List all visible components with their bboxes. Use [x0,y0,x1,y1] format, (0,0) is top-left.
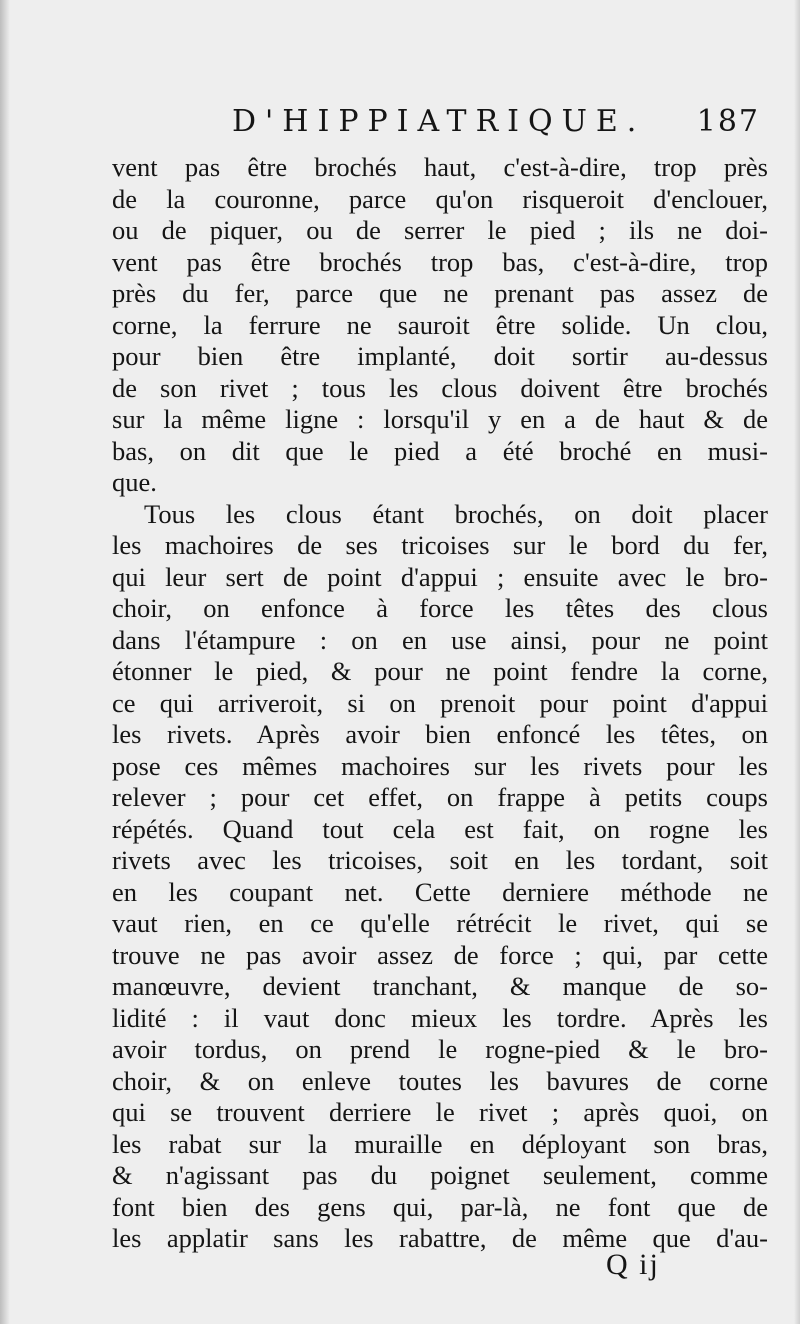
page-number: 187 [696,104,760,139]
text-line: choir, & on enleve toutes les bavures de corne [112,1065,768,1096]
text-line: manœuvre, devient tranchant, & manque de so- [112,971,768,1001]
text-line: les applatir sans les rabattre, de même que d'au- [112,1223,768,1253]
signature-mark: Q ij [606,1248,660,1281]
text-line: rivets avec les tricoises, soit en les tordant, soit [112,845,768,875]
text-line: trouve ne pas avoir assez de force ; qui, par cette [112,939,768,970]
text-line: répétés. Quand tout cela est fait, on rogne les [112,813,768,844]
text-line: sur la même ligne : lorsqu'il y en a de haut & de [112,404,768,434]
text-line: vent pas être brochés haut, c'est-à-dire, trop près [112,152,768,182]
text-line: en les coupant net. Cette derniere méthode ne [112,876,768,907]
body-text [112,152,768,1255]
text-line: pour bien être implanté, doit sortir au-dessus [112,341,768,371]
text-line: vent pas être brochés trop bas, c'est-à-dire, trop [112,246,768,277]
text-line: de la couronne, parce qu'on risqueroit d'enclouer, [112,183,768,214]
text-line: les rabat sur la muraille en déployant son bras, [112,1128,768,1159]
text-line: vaut rien, en ce qu'elle rétrécit le rivet, qui se [112,908,768,938]
text-line: que. [112,467,157,497]
text-line: les machoires de ses tricoises sur le bord du fer, [112,530,768,560]
text-line: avoir tordus, on prend le rogne-pied & le bro- [112,1034,768,1064]
text-line: choir, on enfonce à force les têtes des clous [112,593,768,623]
text-line: ce qui arriveroit, si on prenoit pour point d'appui [112,687,768,718]
running-title: D'HIPPIATRIQUE. [232,104,646,139]
text-line: ou de piquer, ou de serrer le pied ; ils ne doi- [112,215,768,245]
text-line: relever ; pour cet effet, on frappe à petits coups [112,782,768,812]
text-line: les rivets. Après avoir bien enfoncé les têtes, on [112,719,768,749]
text-line: & n'agissant pas du poignet seulement, comme [112,1160,768,1190]
text-line: lidité : il vaut donc mieux les tordre. Après les [112,1002,768,1033]
running-head [112,104,770,144]
text-line: de son rivet ; tous les clous doivent être brochés [112,372,768,403]
text-line: corne, la ferrure ne sauroit être solide. Un clou, [112,309,768,340]
text-line: pose ces mêmes machoires sur les rivets pour les [112,750,768,781]
text-line: dans l'étampure : on en use ainsi, pour ne point [112,624,768,655]
text-line: étonner le pied, & pour ne point fendre la corne, [112,656,768,686]
text-line: bas, on dit que le pied a été broché en musi- [112,435,768,466]
text-line: qui se trouvent derriere le rivet ; après quoi, on [112,1097,768,1127]
text-line: qui leur sert de point d'appui ; ensuite avec le bro- [112,561,768,592]
text-line: Tous les clous étant brochés, on doit placer [144,498,768,529]
text-line: près du fer, parce que ne prenant pas assez de [112,278,768,308]
text-line: font bien des gens qui, par-là, ne font que de [112,1191,768,1222]
